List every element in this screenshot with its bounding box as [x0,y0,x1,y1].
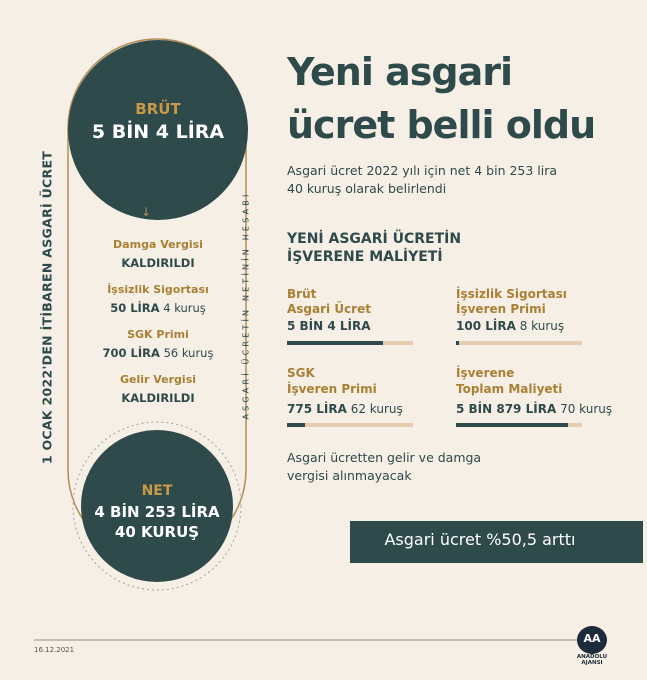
section-title-line2: İŞVERENE MALİYETİ [287,249,443,265]
left-vertical-title: 1 OCAK 2022'DEN İTİBAREN ASGARİ ÜCRET [39,150,55,465]
highlight-text: Asgari ücret %50,5 arttı [384,530,576,549]
section-title-line1: YENİ ASGARİ ÜCRETİN [287,231,462,247]
headline-line1: Yeni asgari [287,50,512,94]
logo-letters: AA [583,632,601,645]
employer-item-bar [456,341,582,345]
employer-item-value-sub: 62 kuruş [350,402,403,416]
employer-item-bar [456,423,582,427]
employer-item-title: İşveren Primi [287,382,377,396]
net-label: NET [141,483,173,499]
deduction-value [60,301,256,315]
employer-item-title: Toplam Maliyeti [456,382,563,396]
employer-item-bar-fill [456,423,568,427]
employer-item-title: SGK [287,366,315,380]
deduction-title: İşsizlik Sigortası [107,283,209,296]
deduction-value: KALDIRILDI [121,391,195,405]
net-line2: 40 KURUŞ [114,523,200,541]
deduction-value-main: 50 LİRA [110,301,160,315]
employer-item-bar [287,341,413,345]
employer-item-bar-fill [456,341,459,345]
employer-item-value: 5 BİN 4 LİRA [287,319,371,333]
employer-item-value [456,319,564,333]
employer-item-value [287,402,403,416]
employer-item-title: Brüt [287,287,317,301]
deduction-value-sub: 56 kuruş [163,346,214,360]
gross-value: 5 BİN 4 LİRA [91,121,225,143]
deduction-value-sub: 4 kuruş [163,301,206,315]
employer-item-value-main: 775 LİRA [287,402,347,416]
employer-item-value-main: 100 LİRA [456,319,516,333]
employer-item-value-sub: 8 kuruş [519,319,565,333]
employer-item-value-main: 5 BİN 879 LİRA [456,402,557,416]
deduction-title: Damga Vergisi [113,238,203,251]
employer-item-bar [287,423,413,427]
net-line1: 4 BİN 253 LİRA [94,503,220,521]
employer-item-title: İşsizlik Sigortası [456,287,567,301]
employer-item-bar-fill [287,341,383,345]
employer-item-value [456,402,612,416]
deduction-title: Gelir Vergisi [119,373,197,386]
headline-line2: ücret belli oldu [287,103,596,147]
employer-item-title: İşveren Primi [456,302,546,316]
note-line2: vergisi alınmayacak [287,468,412,483]
logo-text: ANADOLU AJANSI [576,654,608,666]
employer-item-value-sub: 70 kuruş [560,402,613,416]
employer-item-title: İşverene [456,366,515,380]
deduction-value [60,346,256,360]
subtitle-line2: 40 kuruş olarak belirlendi [287,181,447,196]
employer-item-bar-fill [287,423,305,427]
arrow-down-icon: ↓ [141,205,152,219]
deduction-value: KALDIRILDI [121,256,195,270]
subtitle-line1: Asgari ücret 2022 yılı için net 4 bin 253 lira [287,163,558,178]
employer-item-title: Asgari Ücret [287,302,371,316]
deduction-value-main: 700 LİRA [102,346,160,360]
center-vertical-label: ASGARİ ÜCRETİN NETİNİN HESABI [241,191,251,420]
note-line1: Asgari ücretten gelir ve damga [287,450,482,465]
date-label: 16.12.2021 [34,646,75,654]
deduction-title: SGK Primi [127,328,189,341]
gross-label: BRÜT [135,100,181,118]
